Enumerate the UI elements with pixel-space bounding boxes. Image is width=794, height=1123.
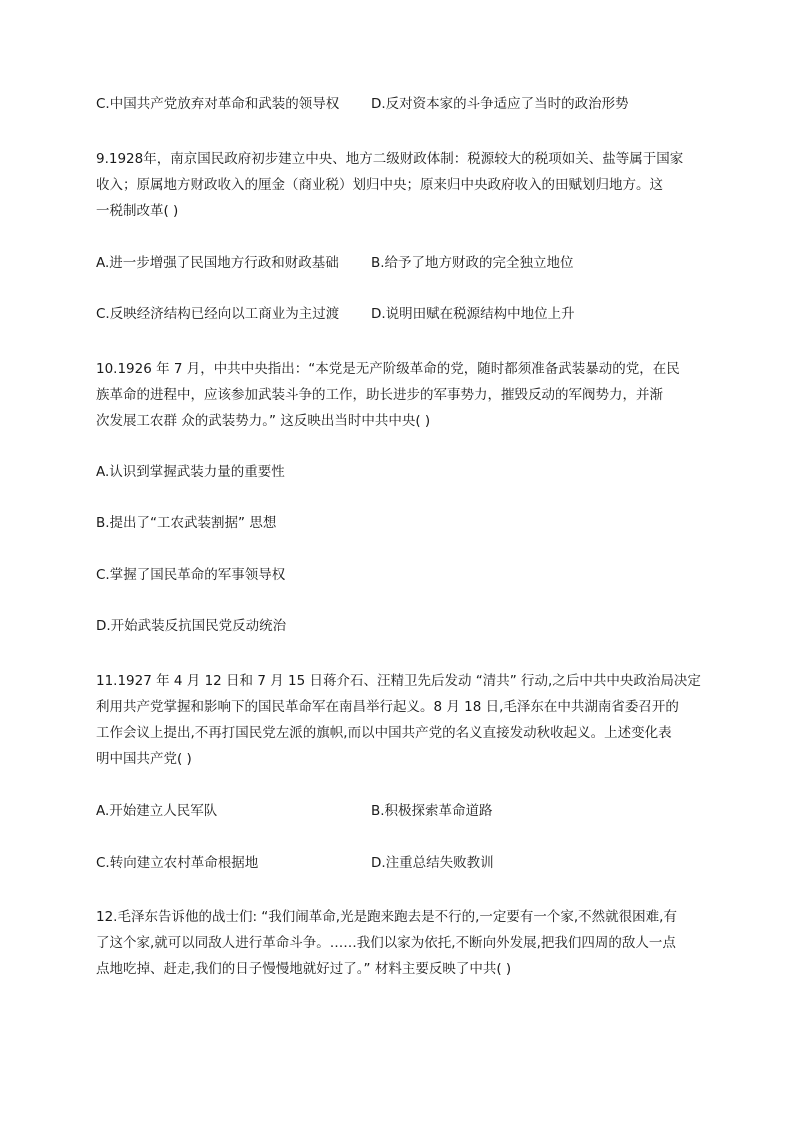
q9-stem-line-1: 9.1928年，南京国民政府初步建立中央、地方二级财政体制：税源较大的税项如关、盐等属于国家 [96,151,684,167]
q11-stem-line-3: 工作会议上提出,不再打国民党左派的旗帜,而以中国共产党的名义直接发动秋收起义。上述变化表 [96,725,672,741]
q10-option-b: B.提出了“工农武装割据” 思想 [96,515,277,531]
q10-option-a: A.认识到掌握武装力量的重要性 [96,464,285,480]
q12-stem-line-1: 12.毛泽东告诉他的战士们: “我们闹革命,光是跑来跑去是不行的,一定要有一个家,不然就很困难,有 [96,909,677,925]
q11-option-c: C.转向建立农村革命根据地 [96,855,259,871]
q9-option-d: D.说明田赋在税源结构中地位上升 [371,306,575,322]
q8-option-d: D.反对资本家的斗争适应了当时的政治形势 [371,96,629,112]
q9-stem-line-2: 收入；原属地方财政收入的厘金（商业税）划归中央；原来归中央政府收入的田赋划归地方。这 [96,177,663,193]
q10-stem [96,356,708,434]
q11-option-b: B.积极探索革命道路 [371,803,493,819]
q11-stem [96,668,708,772]
q11-option-d: D.注重总结失败教训 [371,855,494,871]
q10-stem-line-3: 次发展工农群 众的武装势力。” 这反映出当时中共中央( ) [96,413,431,429]
q9-option-a: A.进一步增强了民国地方行政和财政基础 [96,255,339,271]
q9-stem-line-3: 一税制改革( ) [96,203,179,219]
q12-stem-line-3: 点地吃掉、赶走,我们的日子慢慢地就好过了。” 材料主要反映了中共( ) [96,961,512,977]
q11-option-a: A.开始建立人民军队 [96,803,218,819]
q8-option-c: C.中国共产党放弃对革命和武装的领导权 [96,96,340,112]
q9-option-b: B.给予了地方财政的完全独立地位 [371,255,574,271]
q9-option-c: C.反映经济结构已经向以工商业为主过渡 [96,306,340,322]
q10-stem-line-1: 10.1926 年 7 月，中共中央指出：“本党是无产阶级革命的党，随时都须准备武装暴动的党，在民 [96,361,680,377]
q9-stem [96,146,708,224]
q12-stem-line-2: 了这个家,就可以同敌人进行革命斗争。……我们以家为依托,不断向外发展,把我们四周的敌人一点 [96,935,676,951]
q10-option-c: C.掌握了国民革命的军事领导权 [96,567,286,583]
q11-stem-line-4: 明中国共产党( ) [96,751,192,767]
q11-stem-line-2: 利用共产党掌握和影响下的国民革命军在南昌举行起义。8 月 18 日,毛泽东在中共湖南省委召开的 [96,699,679,715]
q10-option-d: D.开始武装反抗国民党反动统治 [96,618,287,634]
q11-stem-line-1: 11.1927 年 4 月 12 日和 7 月 15 日蒋介石、汪精卫先后发动 “清共” 行动,之后中共中央政治局决定 [96,673,701,689]
q10-stem-line-2: 族革命的进程中，应该参加武装斗争的工作，助长进步的军事势力，摧毁反动的军阀势力，并渐 [96,387,663,403]
q12-stem [96,904,708,982]
